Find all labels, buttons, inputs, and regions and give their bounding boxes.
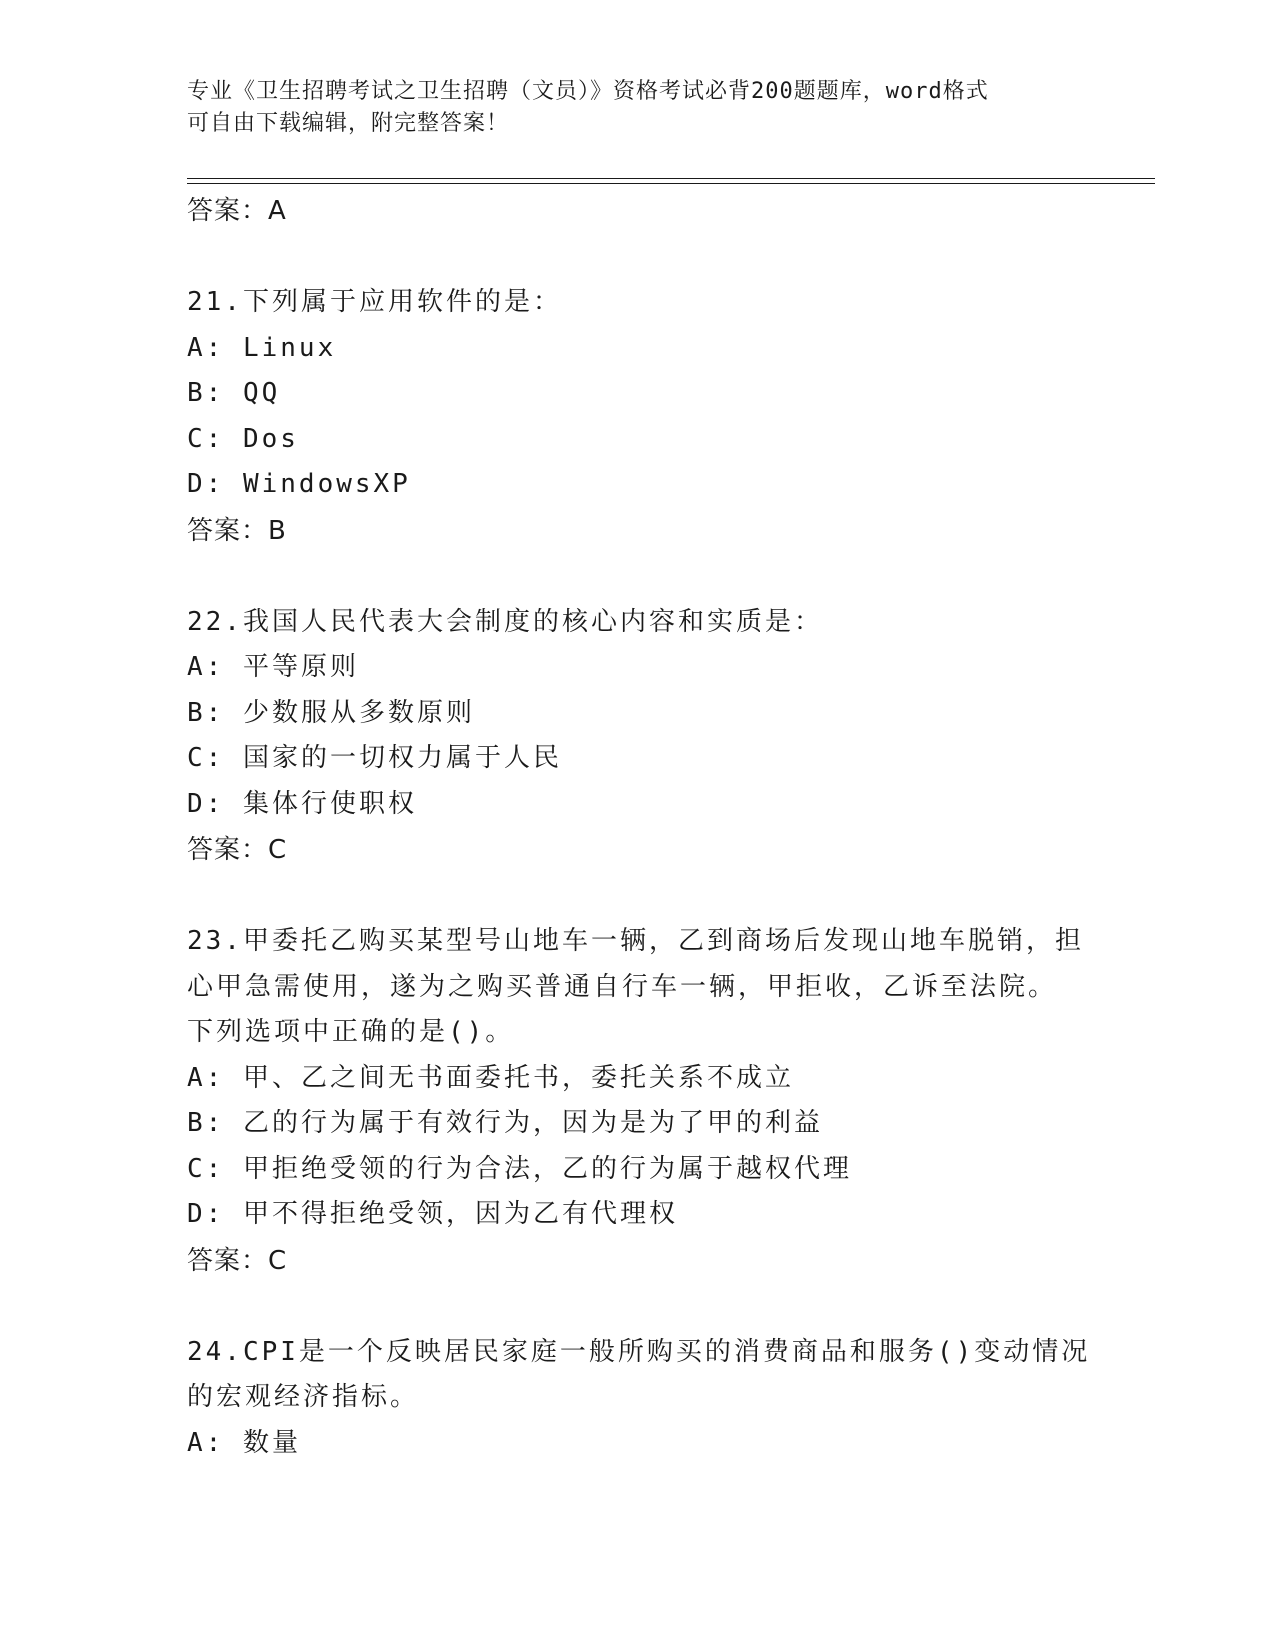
option-c: C: 甲拒绝受领的行为合法，乙的行为属于越权代理 [187, 1153, 852, 1184]
question-text: 心甲急需使用，遂为之购买普通自行车一辆，甲拒收，乙诉至法院。 [187, 971, 1058, 1002]
option-b: B: 少数服从多数原则 [187, 697, 475, 728]
option-c: C: 国家的一切权力属于人民 [187, 743, 562, 773]
question-21 [187, 280, 1087, 554]
spacer [187, 873, 1087, 919]
spacer [187, 1284, 1087, 1330]
document-header [187, 76, 1067, 140]
header-line-2: 可自由下载编辑，附完整答案！ [187, 111, 510, 136]
question-text: 22.我国人民代表大会制度的核心内容和实质是： [187, 606, 823, 637]
option-d: D: WindowsXP [187, 469, 411, 499]
option-a: A: 甲、乙之间无书面委托书，委托关系不成立 [187, 1062, 794, 1093]
option-c: C: Dos [187, 423, 299, 454]
question-text: 21.下列属于应用软件的是： [187, 287, 562, 317]
option-a: A: 数量 [187, 1427, 301, 1458]
spacer [187, 554, 1087, 600]
option-d: D: 甲不得拒绝受领，因为乙有代理权 [187, 1199, 678, 1229]
previous-answer: 答案：A [187, 196, 287, 226]
answer: 答案：B [187, 515, 287, 546]
option-a: A: 平等原则 [187, 652, 359, 682]
option-b: B: 乙的行为属于有效行为，因为是为了甲的利益 [187, 1108, 823, 1138]
question-list [187, 188, 1091, 1466]
spacer [187, 234, 1087, 280]
question-text: 下列选项中正确的是()。 [187, 1017, 515, 1047]
header-rule-top [187, 178, 1155, 179]
option-b: B: QQ [187, 378, 281, 408]
header-line-1: 专业《卫生招聘考试之卫生招聘（文员）》资格考试必背200题题库，word格式 [187, 79, 989, 104]
question-24 [187, 1330, 1091, 1467]
question-23 [187, 919, 1087, 1284]
answer: 答案：C [187, 835, 288, 865]
question-text: 23.甲委托乙购买某型号山地车一辆，乙到商场后发现山地车脱销，担 [187, 926, 1084, 956]
question-text: 24.CPI是一个反映居民家庭一般所购买的消费商品和服务()变动情况 [187, 1336, 1091, 1367]
question-22 [187, 600, 1087, 874]
question-text: 的宏观经济指标。 [187, 1382, 420, 1412]
header-rule-bottom [187, 183, 1155, 184]
answer: 答案：C [187, 1245, 288, 1276]
option-d: D: 集体行使职权 [187, 788, 417, 819]
option-a: A: Linux [187, 332, 337, 363]
